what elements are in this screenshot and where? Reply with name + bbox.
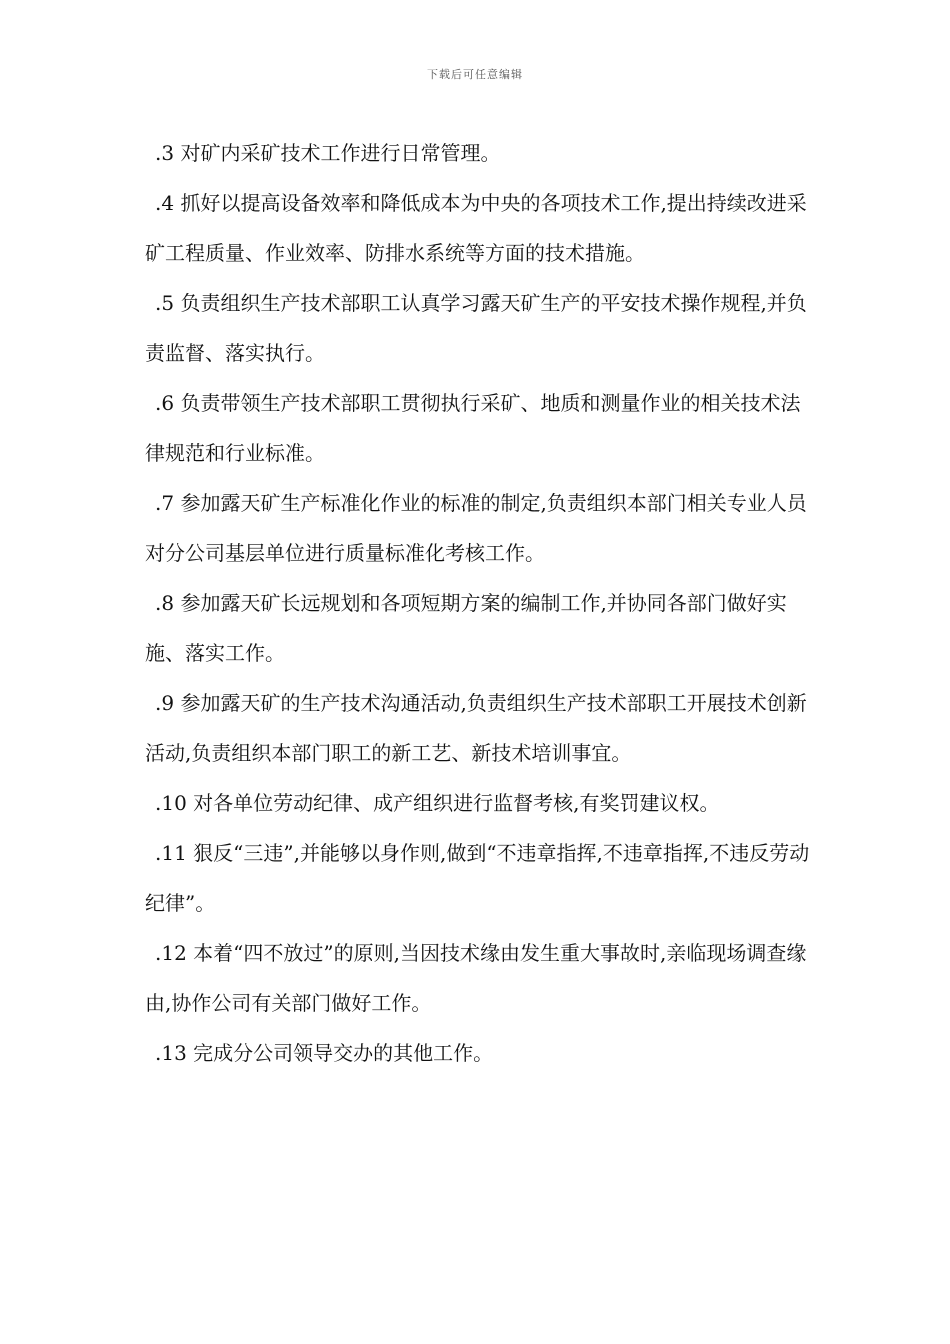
paragraph-item-13: .13 完成分公司领导交办的其他工作。 [155,1041,494,1065]
paragraph-item-9: .9 参加露天矿的生产技术沟通活动,负责组织生产技术部职工开展技术创新活动,负责组织本部门职工的新工艺、新技术培训事宜。 [145,691,807,765]
paragraph-item-8: .8 参加露天矿长远规划和各项短期方案的编制工作,并协同各部门做好实施、落实工作。 [145,591,787,665]
paragraph-item-10: .10 对各单位劳动纪律、成产组织进行监督考核,有奖罚建议权。 [155,791,720,815]
paragraph-item-11: .11 狠反“三违”,并能够以身作则,做到“不违章指挥,不违章指挥,不违反劳动纪律”。 [145,841,810,915]
paragraph-item-4: .4 抓好以提高设备效率和降低成本为中央的各项技术工作,提出持续改进采矿工程质量、作业效率、防排水系统等方面的技术措施。 [145,191,807,265]
paragraph-item-7: .7 参加露天矿生产标准化作业的标准的制定,负责组织本部门相关专业人员对分公司基层单位进行质量标准化考核工作。 [145,491,807,565]
paragraph-item-5: .5 负责组织生产技术部职工认真学习露天矿生产的平安技术操作规程,并负责监督、落实执行。 [145,291,807,365]
document-body [145,128,810,1078]
paragraph-item-6: .6 负责带领生产技术部职工贯彻执行采矿、地质和测量作业的相关技术法律规范和行业标准。 [145,391,801,465]
paragraph-item-3: .3 对矿内采矿技术工作进行日常管理。 [155,141,501,165]
paragraph-item-12: .12 本着“四不放过”的原则,当因技术缘由发生重大事故时,亲临现场调查缘由,协作公司有关部门做好工作。 [145,941,807,1015]
page-header: 下载后可任意编辑 [427,68,523,81]
